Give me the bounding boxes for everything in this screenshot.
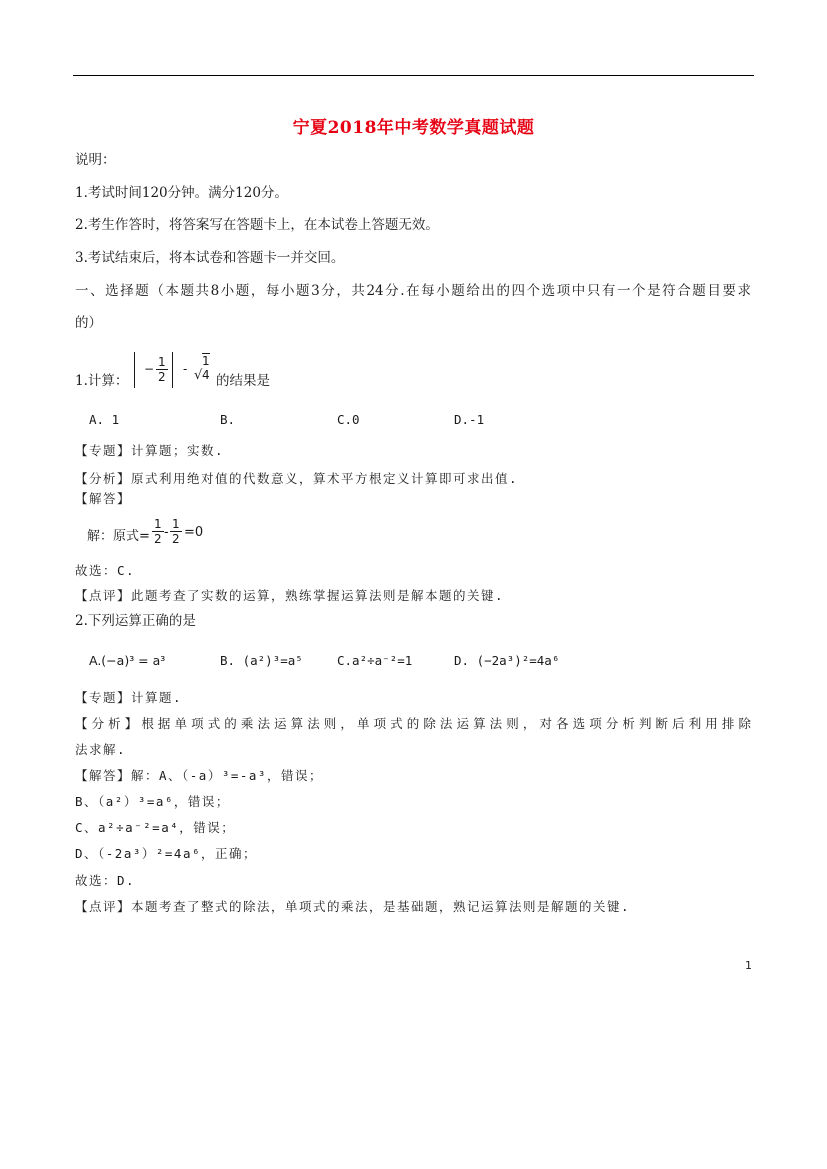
q2-analysis-line-2: 法求解.: [75, 742, 127, 757]
q1-root-fraction: [200, 354, 212, 382]
q1-solution-num-1: 1: [154, 517, 162, 531]
intro-label: 说明：: [75, 152, 116, 168]
intro-rule-2: 2.考生作答时，将答案写在答题卡上，在本试卷上答题无效。: [75, 217, 439, 233]
q1-fraction-num: 1: [158, 355, 166, 369]
q1-sep: -: [183, 362, 188, 376]
q1-solution-prefix: 解：原式=: [87, 529, 150, 544]
q2-answer-d: D、（-2a³）²=4a⁶，正确；: [75, 846, 258, 861]
q2-review: 【点评】本题考查了整式的除法，单项式的乘法，是基础题，熟记运算法则是解题的关键.: [75, 899, 631, 914]
q1-root-num: 1: [202, 354, 210, 368]
q1-answer-label: 【解答】: [75, 491, 132, 506]
sqrt-icon: √: [194, 368, 203, 383]
q1-solution-frac-2: [170, 517, 182, 546]
q1-solution-num-2: 1: [172, 517, 180, 531]
section-heading-line-1: 一、选择题（本题共8小题，每小题3分，共24分.在每小题给出的四个选项中只有一个是符合题目要求: [75, 283, 751, 299]
section-heading-line-2: 的）: [75, 315, 102, 331]
q1-option-d: D.-1: [454, 412, 485, 427]
q1-solution-den-2: 2: [172, 532, 180, 546]
q1-option-c: C.0: [337, 412, 360, 427]
q1-option-a: A. 1: [89, 412, 120, 427]
q1-minus: −: [144, 362, 155, 376]
q1-solution-minus: -: [164, 525, 169, 540]
q1-solution-result: =0: [184, 525, 204, 540]
abs-bar-left: [134, 352, 135, 388]
q2-answer-c: C、a²÷a⁻²=a⁴，错误；: [75, 820, 236, 835]
header-rule: [73, 75, 754, 76]
q1-fraction-den: 2: [158, 370, 166, 384]
q2-option-a: A.(−a)³ = a³: [89, 653, 166, 668]
q1-prefix: 1.计算：: [75, 373, 129, 389]
q2-answer-b: B、（a²）³=a⁶，错误；: [75, 794, 230, 809]
abs-bar-right: [172, 352, 173, 388]
q1-fraction: [156, 355, 168, 384]
intro-rule-1: 1.考试时间120分钟。满分120分。: [75, 185, 288, 201]
q2-question: 2.下列运算正确的是: [75, 613, 196, 629]
q2-answer-a: 【解答】解：A、（-a）³=-a³，错误；: [75, 768, 323, 783]
q2-topic: 【专题】计算题.: [75, 690, 183, 705]
q1-root-den: 4: [202, 368, 210, 382]
q1-option-b: B.: [220, 412, 236, 427]
q1-solution-den-1: 2: [154, 532, 162, 546]
q1-suffix: 的结果是: [216, 373, 270, 389]
q2-option-c: C.a²÷a⁻²=1: [337, 653, 413, 668]
q1-review: 【点评】此题考查了实数的运算，熟练掌握运算法则是解本题的关键.: [75, 588, 505, 603]
q2-analysis-line-1: 【分析】根据单项式的乘法运算法则，单项式的除法运算法则，对各选项分析判断后利用排除: [75, 716, 751, 731]
q1-topic: 【专题】计算题；实数.: [75, 443, 225, 458]
q1-analysis: 【分析】原式利用绝对值的代数意义，算术平方根定义计算即可求出值.: [75, 471, 519, 486]
intro-rule-3: 3.考试结束后，将本试卷和答题卡一并交回。: [75, 250, 345, 266]
page-number: 1: [745, 959, 752, 972]
q2-choice: 故选：D.: [75, 873, 136, 888]
page-title: 宁夏2018年中考数学真题试题: [292, 118, 535, 138]
q1-choice: 故选：C.: [75, 563, 136, 578]
q2-option-d: D. (−2a³)²=4a⁶: [454, 653, 560, 668]
q2-option-b: B. (a²)³=a⁵: [220, 653, 303, 668]
q1-solution-frac-1: [152, 517, 164, 546]
